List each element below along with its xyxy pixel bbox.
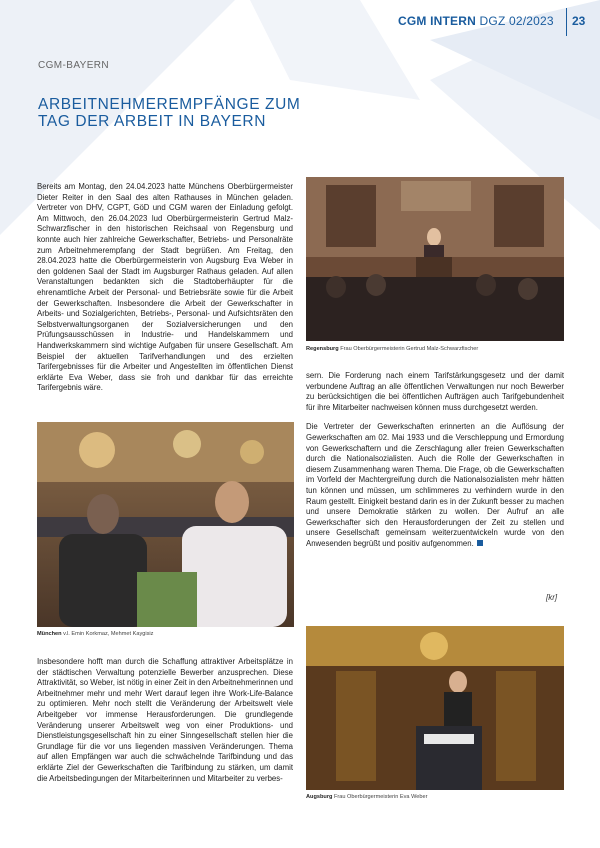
author-initials: [kr] [546, 593, 558, 602]
article-text-col1-bottom [37, 657, 293, 793]
end-mark-icon [477, 540, 483, 546]
magazine-header [398, 14, 554, 28]
header-divider [566, 8, 567, 36]
caption-text: Frau Oberbürgermeisterin Gertrud Malz-Schwarzfischer [340, 346, 479, 352]
article-title-line-2: TAG DER ARBEIT IN BAYERN [38, 113, 267, 130]
section-label: CGM-BAYERN [38, 60, 110, 71]
paragraph [306, 422, 564, 549]
caption-text: Frau Oberbürgermeisterin Eva Weber [333, 794, 428, 800]
caption-place: München [37, 631, 62, 637]
page-number: 23 [572, 14, 586, 28]
issue-label: DGZ 02/2023 [479, 14, 554, 28]
paragraph-text: Die Vertreter der Gewerkschaften erinnerten an die Auflösung der Gewerkschaften am 02. Mai 1933 und die Verschleppung und Ermordung von Gewerkschaftern und die Zerschlagung aller freien Gewerkschaften durch die Nationalsozialisten. Auch die Rolle der Gewerkschaften in diesem Zusammenhang waren Thema. Die Frage, ob die Gewerkschaften im Vorfeld der Machtergreifung durch die Nationalsozialisten mehr hätten tun können und müssen, um schlimmeres zu verhindern wurde in den Raum gestellt. Einigkeit bestand darin es in der Zukunft besser zu machen und unsere Demokratie stärken zu wollen. Der Aufruf an alle Gewerkschafter sich den Herausforderungen der Zeit zu stellen und unsere Gesellschaft gemeinsam weiterzuentwickeln wurde von den Anwesenden begrüßt und positiv aufgenommen. [306, 422, 564, 548]
paragraph: Bereits am Montag, den 24.04.2023 hatte Münchens Oberbürgermeister Dieter Reiter in den Saal des alten Rathauses in München geladen. Vertreter von DHV, CGPT, GöD und CGM waren der Einladung gefolgt. Am Mittwoch, den 26.04.2023 lud Oberbürgermeisterin Gertrud Malz-Schwarzfischer in den historischen Reichsaal von Regensburg und konnte auch hier zahlreiche Gewerkschafter, Betriebs- und Personalräte zum Arbeitnehmerempfang der Stadt begrüßen. Am Freitag, den 28.04.2023 hatte die Oberbürgermeisterin von Augsburg Eva Weber in den goldenen Saal der Stadt im Augsburger Rathaus geladen. Auf allen Veranstaltungen bedankten sich die Stadtoberhäupter für die ehrenamtliche Arbeit der Personal- und Betriebsräte sowie für die Arbeit der Gewerkschaften. Insbesondere die Arbeit der Gewerkschafter in Arbeits- und Sozialgerichten, Betriebs-, Personal- und Aufsichtsräten den Selbstverwaltungsorganen der Sozialversicherungen und den Prüfungsausschüssen in Industrie- und Handelskammern und Handwerkskammern sind wichtige Aufgaben für unsere Gesellschaft. Am Beispiel der aktuellen Tarifverhandlungen und des erzielten Tarifergebnisses für die Arbeiter und Angestellten im öffentlichen Dienst erklärte Eva Weber, dass sie froh und dankbar für das erreichte Tarifergebnis wäre. [37, 182, 293, 393]
article-title-line-1: ARBEITNEHMEREMPFÄNGE ZUM [38, 96, 301, 113]
magazine-name: CGM INTERN [398, 14, 476, 28]
caption-muenchen [37, 631, 153, 637]
caption-place: Regensburg [306, 346, 339, 352]
photo-regensburg [306, 177, 564, 341]
caption-augsburg [306, 794, 427, 800]
caption-text: v.l. Emin Korkmaz, Mehmet Kaygisiz [63, 631, 154, 637]
paragraph: sern. Die Forderung nach einem Tarifstärkungsgesetz und der damit verbundene Auftrag an alle öffentlichen Verwaltungen nur noch Bewerber zu berücksichtigen die bei öffentlichen Aufträgen auch Tarifgebundenheit für ihre Mitarbeiter nachweisen können muss durchgesetzt werden. [306, 371, 564, 412]
article-text-col2 [306, 371, 564, 559]
caption-regensburg [306, 346, 478, 352]
photo-augsburg [306, 626, 564, 790]
article-text-col1-top [37, 182, 293, 403]
caption-place: Augsburg [306, 794, 333, 800]
photo-muenchen [37, 422, 294, 627]
paragraph: Insbesondere hofft man durch die Schaffung attraktiver Arbeitsplätze in der städtischen Verwaltung potenzielle Bewerber anzusprechen. Diese Attraktivität, so Weber, ist nötig in einer Zeit in den Arbeitnehmerinnen und Arbeitnehmer mehr und mehr Wert darauf legen ihre Work-Life-Balance zu optimieren. Mehr noch stellt die Veränderung der Arbeitswelt viele Arbeitgeber vor immense Herausforderungen. Die grundlegende Veränderung unserer Arbeitswelt weg von einer Produktions- und Dienstleistungsgesellschaft hin zu einer Sinngesellschaft stellen hier die Grundlage für die vor uns liegenden massiven Veränderungen. Thema auf allen Empfängen war auch die schwächelnde Tarifbindung und das erklärte Ziel der Gewerkschaften die Tarifbindung zu stärken, um damit die Arbeitsbedingungen der Mitarbeiterinnen und Mitarbeiter zu verbes- [37, 657, 293, 783]
article-title [38, 96, 398, 130]
